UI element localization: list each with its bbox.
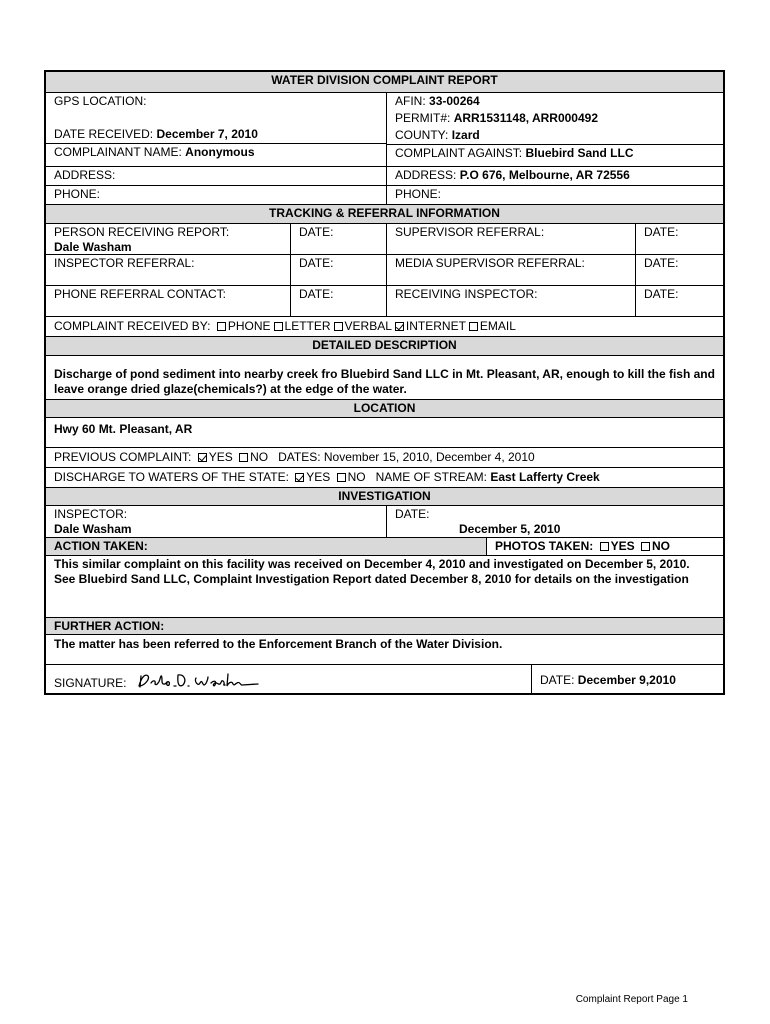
tracking-row-1: [46, 223, 723, 254]
signature-row: [46, 664, 723, 693]
signature-image: [136, 671, 264, 695]
page-footer: Complaint Report Page 1: [575, 994, 688, 1005]
report-title-row: [46, 72, 723, 92]
complaint-received-by: COMPLAINT RECEIVED BY: PHONE LETTER VERBAL INTERNET EMAIL: [54, 319, 516, 333]
address-row: [46, 166, 723, 185]
gps-location: GPS LOCATION:: [54, 94, 147, 108]
discharge-no-checkbox[interactable]: [337, 473, 346, 482]
tracking-header-row: [46, 204, 723, 223]
investigation-header-row: [46, 487, 723, 505]
person-receiving-date: DATE:: [290, 224, 386, 254]
further-action-text: The matter has been referred to the Enforcement Branch of the Water Division.: [54, 637, 503, 651]
signature-date: DATE: December 9,2010: [531, 665, 723, 693]
supervisor-referral: SUPERVISOR REFERRAL:: [386, 224, 635, 254]
further-action-label: FURTHER ACTION:: [54, 619, 165, 633]
description-row: [46, 355, 723, 399]
received-by-internet-checkbox[interactable]: [395, 322, 404, 331]
complainant-name: COMPLAINANT NAME: Anonymous: [46, 143, 386, 161]
inspector-referral-date: DATE:: [290, 255, 386, 285]
received-by-options: [214, 319, 516, 333]
previous-yes-checkbox[interactable]: [198, 453, 207, 462]
description-text: Discharge of pond sediment into nearby creek fro Bluebird Sand LLC in Mt. Pleasant, AR, enough to kill the fish and leave orange dried glaze(chemicals?) at the edge of the water.: [54, 367, 715, 396]
inspector: INSPECTOR: Dale Washam: [54, 507, 132, 536]
inspector-referral: INSPECTOR REFERRAL:: [54, 256, 195, 270]
photos-no-checkbox[interactable]: [641, 542, 650, 551]
location-header-row: [46, 399, 723, 417]
inspector-row: [46, 505, 723, 537]
previous-complaint: PREVIOUS COMPLAINT: YES NO DATES: November 15, 2010, December 4, 2010: [54, 450, 535, 464]
action-text: This similar complaint on this facility was received on December 4, 2010 and investigated on December 5, 2010. See Bluebird Sand LLC, Complaint Investigation Report dated December 8, 2010 for details on the investigation: [54, 557, 690, 586]
received-by-letter-label: LETTER: [284, 319, 331, 333]
further-action-row: [46, 617, 723, 634]
previous-complaint-row: [46, 447, 723, 467]
received-by-phone-label: PHONE: [227, 319, 271, 333]
media-supervisor-referral: MEDIA SUPERVISOR REFERRAL:: [386, 255, 635, 285]
signature: SIGNATURE:: [46, 665, 531, 693]
photos-yes-checkbox[interactable]: [600, 542, 609, 551]
person-receiving-report: PERSON RECEIVING REPORT: Dale Washam: [54, 225, 230, 254]
complainant-column: [46, 93, 386, 166]
complainant-phone: PHONE:: [54, 187, 101, 201]
permit: PERMIT#: ARR1531148, ARR000492: [395, 111, 599, 125]
phone-referral-date: DATE:: [290, 286, 386, 316]
discharge-to-waters: DISCHARGE TO WATERS OF THE STATE: YES NO NAME OF STREAM: East Lafferty Creek: [54, 470, 600, 484]
received-by-row: [46, 316, 723, 336]
supervisor-referral-date: DATE:: [635, 224, 723, 254]
header-info-row: [46, 92, 723, 166]
investigation-date: DATE: December 5, 2010: [386, 506, 723, 537]
received-by-verbal-label: VERBAL: [344, 319, 392, 333]
receiving-inspector: RECEIVING INSPECTOR:: [386, 286, 635, 316]
action-text-row: [46, 555, 723, 617]
county: COUNTY: Izard: [395, 128, 480, 142]
date-received: DATE RECEIVED: December 7, 2010: [54, 127, 258, 141]
receiving-inspector-date: DATE:: [635, 286, 723, 316]
previous-no-checkbox[interactable]: [239, 453, 248, 462]
received-by-internet-label: INTERNET: [405, 319, 466, 333]
received-by-letter-checkbox[interactable]: [274, 322, 283, 331]
phone-referral-contact: PHONE REFERRAL CONTACT:: [54, 287, 227, 301]
facility-phone: PHONE:: [386, 186, 723, 204]
facility-address: ADDRESS: P.O 676, Melbourne, AR 72556: [386, 167, 723, 185]
discharge-row: [46, 467, 723, 487]
facility-column: [386, 93, 723, 166]
location-text: Hwy 60 Mt. Pleasant, AR: [54, 422, 193, 436]
media-supervisor-date: DATE:: [635, 255, 723, 285]
complaint-against: COMPLAINT AGAINST: Bluebird Sand LLC: [387, 144, 723, 162]
received-by-email-checkbox[interactable]: [469, 322, 478, 331]
received-by-verbal-checkbox[interactable]: [334, 322, 343, 331]
complainant-address: ADDRESS:: [54, 168, 116, 182]
received-by-email-label: EMAIL: [479, 319, 516, 333]
complaint-report-form: [44, 70, 725, 695]
location-row: [46, 417, 723, 447]
action-taken-row: [46, 537, 723, 555]
description-header-row: [46, 336, 723, 355]
report-title: WATER DIVISION COMPLAINT REPORT: [271, 73, 498, 87]
afin: AFIN: 33-00264: [395, 94, 480, 108]
received-by-phone-checkbox[interactable]: [217, 322, 226, 331]
further-action-text-row: [46, 634, 723, 664]
phone-row: [46, 185, 723, 204]
location-header: LOCATION: [353, 401, 416, 415]
photos-taken: PHOTOS TAKEN: YES NO: [486, 538, 723, 555]
investigation-header: INVESTIGATION: [338, 489, 431, 503]
tracking-row-2: [46, 254, 723, 285]
action-taken-label: ACTION TAKEN:: [54, 539, 148, 553]
tracking-row-3: [46, 285, 723, 316]
discharge-yes-checkbox[interactable]: [295, 473, 304, 482]
tracking-header: TRACKING & REFERRAL INFORMATION: [269, 206, 500, 220]
description-header: DETAILED DESCRIPTION: [312, 338, 457, 352]
